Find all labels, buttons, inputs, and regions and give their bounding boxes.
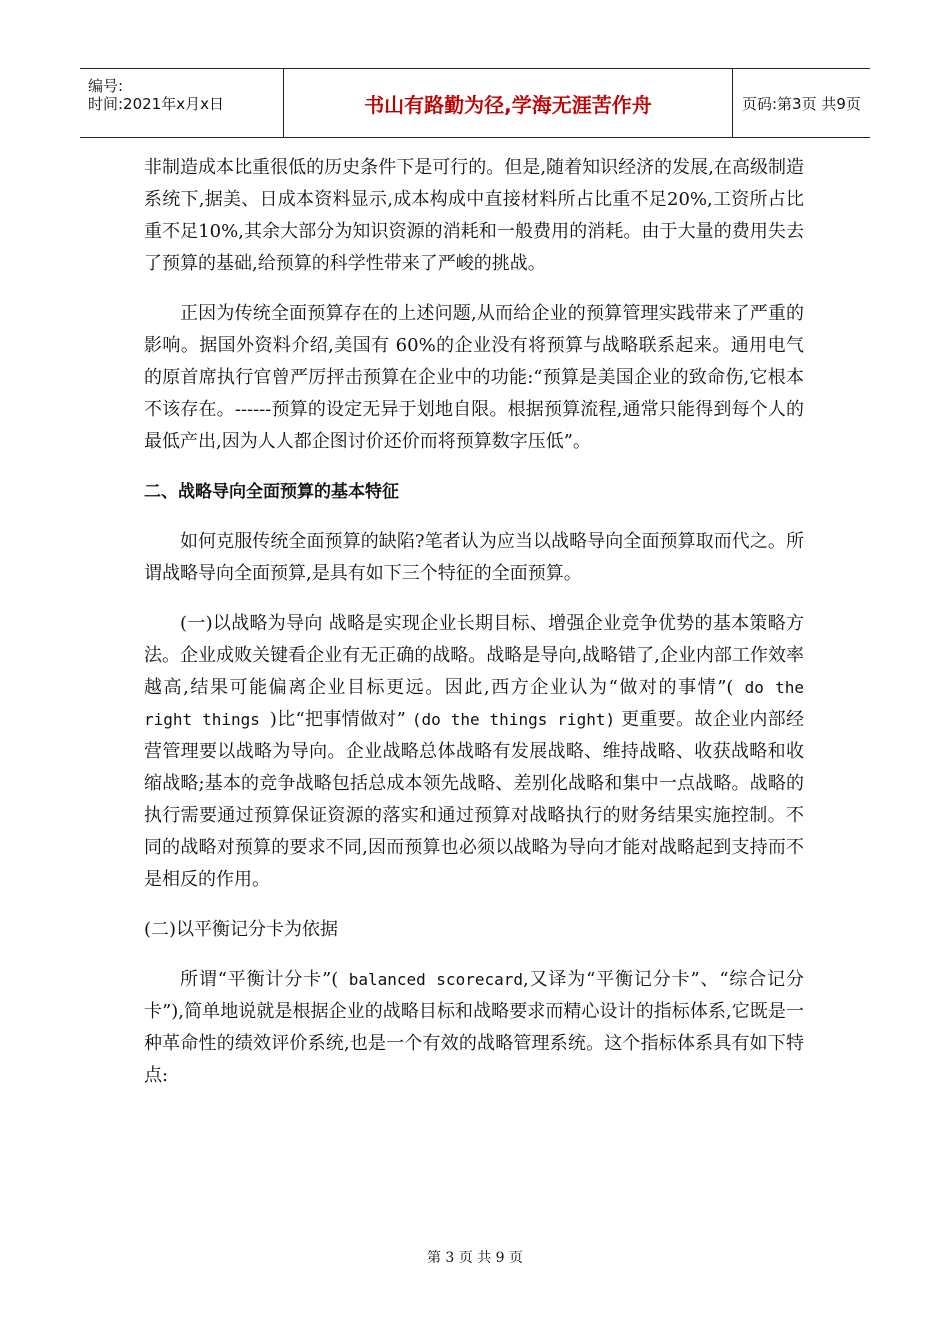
- paragraph-5-text-a: 所谓“平衡计分卡”(: [180, 969, 339, 990]
- paragraph-4-english-a: do the right things: [144, 678, 804, 729]
- paragraph-1: 非制造成本比重很低的历史条件下是可行的。但是,随着知识经济的发展,在高级制造系统下,据美、日成本资料显示,成本构成中直接材料所占比重不足20%,工资所占比重不足10%,其余大部分为知识资源的消耗和一般费用的消耗。由于大量的费用失去了预算的基础,给预算的科学性带来了严峻的挑战。: [144, 157, 804, 274]
- header-page-label: 页码:第3页 共9页: [742, 94, 861, 113]
- number-label: 编号:: [88, 77, 124, 95]
- paragraph-4-text-c: 更重要。故企业内部经营管理要以战略为导向。企业战略总体战略有发展战略、维持战略、收获战略和收缩战略;基本的竞争战略包括总成本领先战略、差别化战略和集中一点战略。战略的执行需要通过预算保证资源的落实和通过预算对战略执行的财务结果实施控制。不同的战略对预算的要求不同,因而预算也必须以战略为导向才能对战略起到支持而不是相反的作用。: [144, 709, 804, 890]
- paragraph-4-text-b: )比“把事情做对”: [269, 709, 412, 730]
- paragraph-4-text-a: (一)以战略为导向 战略是实现企业长期目标、增强企业竞争优势的基本策略方法。企业成败关键看企业有无正确的战略。战略是导向,战略错了,企业内部工作效率越高,结果可能偏离企业目标更远。因此,西方企业认为“做对的事情”(: [144, 613, 804, 698]
- header-meta-cell: [80, 69, 284, 137]
- paragraph-5: [144, 964, 804, 1092]
- header-motto: 书山有路勤为径,学海无涯苦作舟: [284, 69, 733, 137]
- paragraph-3: 如何克服传统全面预算的缺陷?笔者认为应当以战略导向全面预算取而代之。所谓战略导向全面预算,是具有如下三个特征的全面预算。: [144, 531, 804, 584]
- paragraph-4-english-b: (do the things right): [411, 710, 616, 729]
- paragraph-5-english: balanced scorecard: [338, 970, 523, 989]
- subsection-heading-2: (二)以平衡记分卡为依据: [144, 919, 339, 940]
- section-heading-2: 二、战略导向全面预算的基本特征: [144, 482, 399, 502]
- page-footer: 第 3 页 共 9 页: [426, 1250, 524, 1266]
- document-body: [144, 152, 804, 1092]
- paragraph-2: 正因为传统全面预算存在的上述问题,从而给企业的预算管理实践带来了严重的影响。据国外资料介绍,美国有 60%的企业没有将预算与战略联系起来。通用电气的原首席执行官曾严厉抨击预算在企业中的功能:“预算是美国企业的致命伤,它根本不该存在。------预算的设定无异于划地自限。根据预算流程,通常只能得到每个人的最低产出,因为人人都企图讨价还价而将预算数字压低”。: [144, 303, 804, 452]
- paragraph-5-text-b: ,又译为“平衡记分卡”、“综合记分卡”),简单地说就是根据企业的战略目标和战略要求而精心设计的指标体系,它既是一种革命性的绩效评价系统,也是一个有效的战略管理系统。这个指标体系具有如下特点:: [144, 969, 804, 1086]
- paragraph-4: [144, 608, 804, 896]
- page-header: [80, 68, 870, 138]
- time-label: 时间:2021年x月x日: [88, 95, 224, 113]
